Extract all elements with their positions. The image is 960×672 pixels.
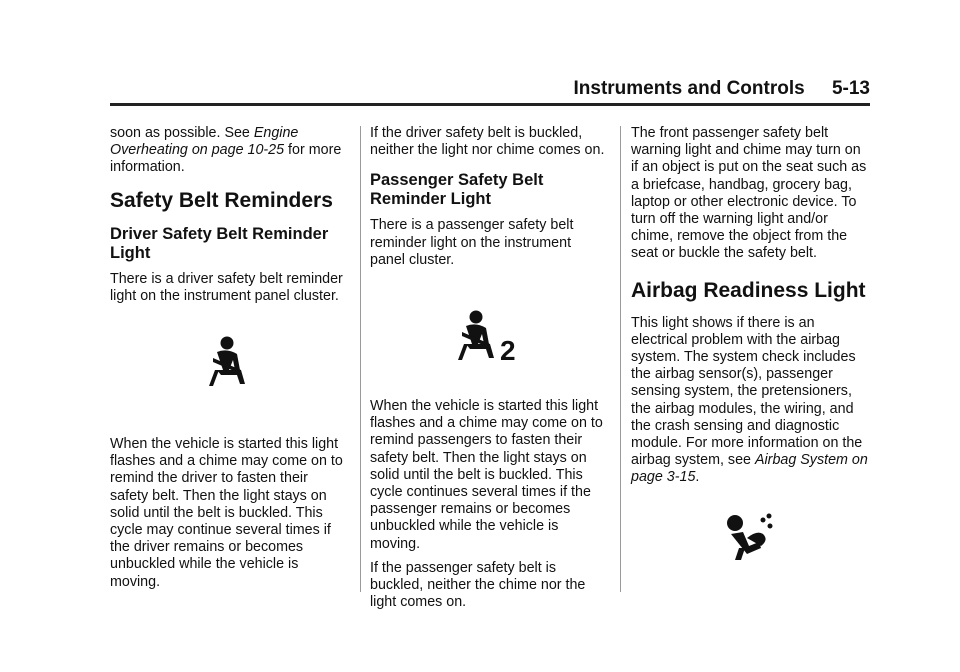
header-rule <box>110 103 870 106</box>
heading-passenger-belt-light: Passenger Safety Belt Reminder Light <box>370 171 544 209</box>
driver-icon-area <box>110 312 348 436</box>
intro-paragraph: soon as possible. See Engine Overheating on page 10-25 for more information. <box>110 125 342 176</box>
heading-driver-belt-light: Driver Safety Belt Reminder Light <box>110 224 329 262</box>
column-right <box>631 125 871 574</box>
page-number: 5-13 <box>831 78 870 99</box>
airbag-readiness-icon <box>723 512 775 564</box>
passenger-buckled-note: If the passenger safety belt is buckled, neither the chime nor the light comes on. <box>370 559 586 611</box>
section-title: Instruments and Controls <box>573 78 805 99</box>
heading-airbag-readiness-light: Airbag Readiness Light <box>631 278 866 302</box>
driver-light-description: When the vehicle is started this light flashes and a chime may come on to remind the driver to fasten their safety belt. Then the light stays on solid until the belt is buckled. This cycle may continue several times if the driver remains or becomes unbuckled while the vehicle is moving. <box>110 436 343 590</box>
column-middle <box>370 125 608 618</box>
column-left <box>110 125 348 598</box>
driver-light-intro: There is a driver safety belt reminder light on the instrument panel cluster. <box>110 270 343 304</box>
engine-overheating-reference[interactable]: Engine Overheating on page 10-25 <box>110 125 299 159</box>
passenger-object-note: The front passenger safety belt warning light and chime may turn on if an object is put on the seat such as a briefcase, handbag, grocery bag, laptop or other electronic device. To turn off the warning light and/or chime, remove the object from the seat or buckle the safety belt. <box>631 125 867 262</box>
column-divider <box>620 126 621 592</box>
passenger-icon-area <box>370 276 608 398</box>
airbag-icon-area <box>631 494 871 574</box>
column-divider <box>360 126 361 592</box>
passenger-safety-belt-icon <box>456 310 520 366</box>
passenger-light-intro: There is a passenger safety belt reminder light on the instrument panel cluster. <box>370 217 574 268</box>
airbag-light-description: This light shows if there is an electrical problem with the airbag system. The system check includes the airbag sensor(s), passenger sensing system, the pretensioners, the airbag modules, the wiring, and the crash sensing and diagnostic module. For more information on the airbag system, see Airbag System on page 3-15. <box>631 314 868 486</box>
heading-safety-belt-reminders: Safety Belt Reminders <box>110 188 333 212</box>
driver-buckled-note: If the driver safety belt is buckled, neither the light nor chime comes on. <box>370 125 605 159</box>
passenger-number: 2 <box>500 335 516 367</box>
page-header <box>110 78 870 100</box>
airbag-system-reference[interactable]: Airbag System on page 3-15 <box>631 452 868 486</box>
driver-safety-belt-icon <box>207 336 251 392</box>
passenger-light-description: When the vehicle is started this light flashes and a chime may come on to remind passengers to fasten their safety belt. Then the light stays on solid until the belt is buckled. This cycle continues several times if the passenger remains or becomes unbuckled while the vehicle is moving. <box>370 398 603 552</box>
